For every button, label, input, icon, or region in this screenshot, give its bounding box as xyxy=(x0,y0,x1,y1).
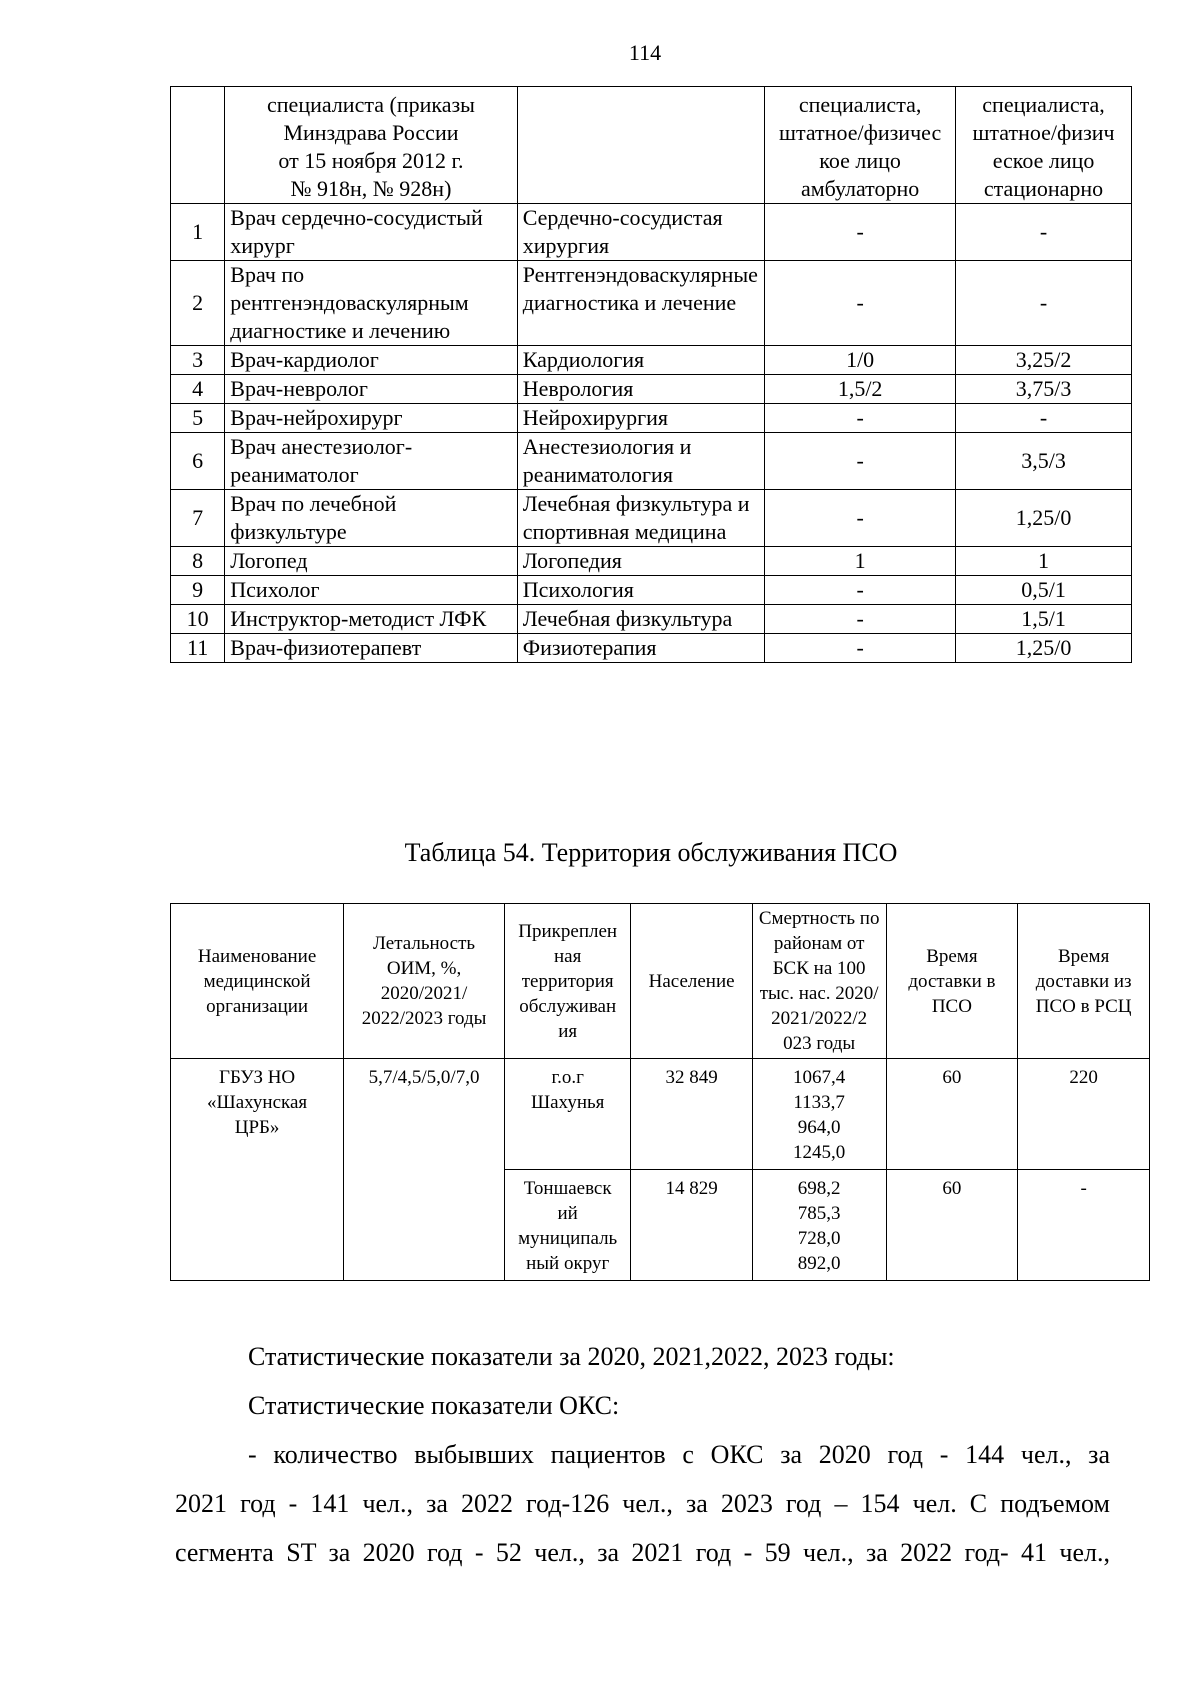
row-specialist: Врач анестезиолог-реаниматолог xyxy=(225,433,517,490)
row-ambulatory: - xyxy=(765,634,956,663)
row-ambulatory: - xyxy=(765,261,956,346)
delivery-pso-cell: 60 xyxy=(886,1059,1018,1170)
header-territory: Прикреплен ная территория обслуживан ия xyxy=(504,904,631,1059)
row-profile: Логопедия xyxy=(517,547,764,576)
territory-cell xyxy=(504,1170,631,1281)
row-num: 10 xyxy=(171,605,225,634)
header-ambulatory-line: кое лицо xyxy=(819,148,901,173)
header-ambulatory-cell xyxy=(765,87,956,204)
row-specialist: Врач-кардиолог xyxy=(225,346,517,375)
row-num: 2 xyxy=(171,261,225,346)
mortality-value: 1133,7 xyxy=(793,1092,845,1113)
table-row xyxy=(171,547,1132,576)
territory-line: г.о.г xyxy=(551,1067,584,1088)
row-profile: Кардиология xyxy=(517,346,764,375)
row-stationary: 1 xyxy=(956,547,1132,576)
header-specialist-line: специалиста (приказы xyxy=(267,92,475,117)
header-population: Население xyxy=(631,904,752,1059)
page-number: 114 xyxy=(628,40,662,65)
header-num-cell xyxy=(171,87,225,204)
table-row xyxy=(171,490,1132,547)
lethality-cell: 5,7/4,5/5,0/7,0 xyxy=(344,1059,505,1281)
table-row xyxy=(171,433,1132,490)
staff-table xyxy=(170,86,1132,663)
delivery-rsc-cell: - xyxy=(1018,1170,1150,1281)
header-ambulatory-line: штатное/физичес xyxy=(779,120,942,145)
mortality-value: 892,0 xyxy=(797,1253,841,1274)
delivery-pso-cell: 60 xyxy=(886,1170,1018,1281)
table-row xyxy=(171,404,1132,433)
row-ambulatory: 1 xyxy=(765,547,956,576)
mortality-value: 1067,4 xyxy=(793,1067,846,1088)
territory-cell xyxy=(504,1059,631,1170)
row-profile: Физиотерапия xyxy=(517,634,764,663)
row-ambulatory: - xyxy=(765,433,956,490)
row-specialist: Врач по рентгенэндоваскулярным диагностике и лечению xyxy=(225,261,517,346)
row-profile: Рентгенэндоваскулярные диагностика и лечение xyxy=(517,261,764,346)
table-row xyxy=(171,634,1132,663)
row-num: 4 xyxy=(171,375,225,404)
mortality-value: 698,2 xyxy=(797,1178,841,1199)
header-specialist-line: № 918н, № 928н) xyxy=(290,176,452,201)
row-profile: Лечебная физкультура и спортивная медицина xyxy=(517,490,764,547)
row-specialist: Врач сердечно-сосудистый хирург xyxy=(225,204,517,261)
row-num: 9 xyxy=(171,576,225,605)
row-profile: Неврология xyxy=(517,375,764,404)
header-org: Наименование медицинской организации xyxy=(171,904,344,1059)
row-num: 6 xyxy=(171,433,225,490)
header-stationary-line: стационарно xyxy=(983,176,1104,201)
header-profile-cell xyxy=(517,87,764,204)
table-row xyxy=(171,576,1132,605)
paragraph-line: сегмента ST за 2020 год - 52 чел., за 2021 год - 59 чел., за 2022 год- 41 чел., xyxy=(175,1538,1110,1567)
row-num: 11 xyxy=(171,634,225,663)
row-stationary: 3,75/3 xyxy=(956,375,1132,404)
row-num: 7 xyxy=(171,490,225,547)
row-ambulatory: 1/0 xyxy=(765,346,956,375)
row-num: 3 xyxy=(171,346,225,375)
pso-table-header xyxy=(171,904,1150,1059)
row-specialist: Логопед xyxy=(225,547,517,576)
row-ambulatory: - xyxy=(765,490,956,547)
org-name-line: ЦРБ» xyxy=(234,1117,280,1138)
row-specialist: Врач по лечебной физкультуре xyxy=(225,490,517,547)
table-row xyxy=(171,261,1132,346)
row-stationary: 1,5/1 xyxy=(956,605,1132,634)
row-num: 8 xyxy=(171,547,225,576)
header-ambulatory-line: амбулаторно xyxy=(800,176,920,201)
mortality-value: 785,3 xyxy=(797,1203,841,1224)
row-specialist: Инструктор-методист ЛФК xyxy=(225,605,517,634)
row-ambulatory: 1,5/2 xyxy=(765,375,956,404)
row-specialist: Врач-нейрохирург xyxy=(225,404,517,433)
paragraph-line: - количество выбывших пациентов с ОКС за 2020 год - 144 чел., за xyxy=(248,1440,1110,1469)
population-cell: 14 829 xyxy=(631,1170,752,1281)
header-stationary-cell xyxy=(956,87,1132,204)
row-specialist: Психолог xyxy=(225,576,517,605)
row-ambulatory: - xyxy=(765,404,956,433)
row-specialist: Врач-невролог xyxy=(225,375,517,404)
table-row xyxy=(171,375,1132,404)
row-profile: Анестезиология и реаниматология xyxy=(517,433,764,490)
row-num: 5 xyxy=(171,404,225,433)
mortality-value: 964,0 xyxy=(797,1117,841,1138)
row-specialist: Врач-физиотерапевт xyxy=(225,634,517,663)
row-stationary: 1,25/0 xyxy=(956,490,1132,547)
population-cell: 32 849 xyxy=(631,1059,752,1170)
table-row xyxy=(171,1059,1150,1170)
row-ambulatory: - xyxy=(765,605,956,634)
mortality-value: 1245,0 xyxy=(793,1142,846,1163)
org-name-cell xyxy=(171,1059,344,1281)
row-stationary: 0,5/1 xyxy=(956,576,1132,605)
header-specialist-line: от 15 ноября 2012 г. xyxy=(278,148,464,173)
row-stationary: 1,25/0 xyxy=(956,634,1132,663)
row-ambulatory: - xyxy=(765,576,956,605)
header-lethality: Летальность ОИМ, %, 2020/2021/ 2022/2023 годы xyxy=(344,904,505,1059)
territory-line: Тоншаевск xyxy=(523,1178,612,1199)
territory-line: ный округ xyxy=(526,1253,610,1274)
row-ambulatory: - xyxy=(765,204,956,261)
row-profile: Сердечно-сосудистая хирургия xyxy=(517,204,764,261)
row-profile: Психология xyxy=(517,576,764,605)
table-row xyxy=(171,346,1132,375)
row-stationary: - xyxy=(956,204,1132,261)
row-profile: Лечебная физкультура xyxy=(517,605,764,634)
row-stationary: 3,5/3 xyxy=(956,433,1132,490)
staff-table-header xyxy=(171,87,1132,204)
header-ambulatory-line: специалиста, xyxy=(798,92,922,117)
delivery-rsc-cell: 220 xyxy=(1018,1059,1150,1170)
header-stationary-line: еское лицо xyxy=(992,148,1095,173)
header-stationary-line: штатное/физич xyxy=(972,120,1115,145)
row-profile: Нейрохирургия xyxy=(517,404,764,433)
territory-line: Шахунья xyxy=(530,1092,605,1113)
row-num: 1 xyxy=(171,204,225,261)
territory-line: ий xyxy=(557,1203,578,1224)
header-stationary-line: специалиста, xyxy=(982,92,1105,117)
row-stationary: 3,25/2 xyxy=(956,346,1132,375)
table-row xyxy=(171,605,1132,634)
mortality-cell xyxy=(752,1059,886,1170)
org-name-line: ГБУЗ НО xyxy=(219,1067,296,1088)
paragraph-oks-stats: Статистические показатели ОКС: xyxy=(248,1391,620,1420)
paragraph-stats-years: Статистические показатели за 2020, 2021,2022, 2023 годы: xyxy=(248,1342,895,1371)
territory-line: муниципаль xyxy=(518,1228,618,1249)
pso-territory-table xyxy=(170,903,1150,1281)
row-stationary: - xyxy=(956,404,1132,433)
mortality-value: 728,0 xyxy=(797,1228,841,1249)
header-delivery-rsc: Время доставки из ПСО в РСЦ xyxy=(1018,904,1150,1059)
table-caption: Таблица 54. Территория обслуживания ПСО xyxy=(404,838,898,867)
paragraph-line: 2021 год - 141 чел., за 2022 год-126 чел., за 2023 год – 154 чел. С подъемом xyxy=(175,1489,1110,1518)
org-name-line: «Шахунская xyxy=(207,1092,308,1113)
header-mortality: Смертность по районам от БСК на 100 тыс. нас. 2020/ 2021/2022/2 023 годы xyxy=(752,904,886,1059)
header-specialist-cell xyxy=(225,87,517,204)
header-specialist-line: Минздрава России xyxy=(283,120,459,145)
row-stationary: - xyxy=(956,261,1132,346)
mortality-cell xyxy=(752,1170,886,1281)
table-row xyxy=(171,204,1132,261)
header-delivery-pso: Время доставки в ПСО xyxy=(886,904,1018,1059)
